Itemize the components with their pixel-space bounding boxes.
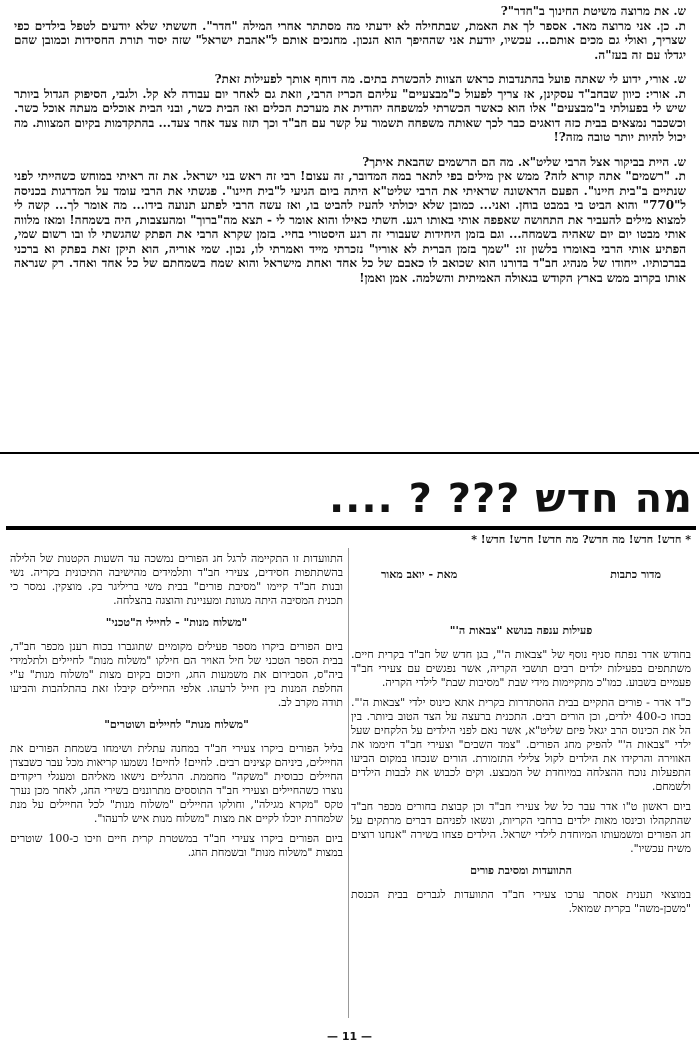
section-divider [0, 452, 699, 454]
byline [381, 568, 661, 582]
paragraph: בליל הפורים ביקרו צעירי חב"ד במחנה עתלית ושימחו בשמחת הפורים את החיילים, ביניהם קצינים רבים. לחיים! לחיים! נשמעו קריאות מכל עבר כשבצדן החיילים כבוסית "משקה" מחממת. הרגליים נישאו מאליהם ומעגלי ריקודים נוצרו כשהחיילים וצעירי חב"ד התוססים מתרוננים בשירי החג, לאחר מכן נערך טקס "מקרא מגילה", וחולקו החיילים "משלוח מנות" לכל החיילים על מנת שלמחרת יוכלו לקיים את מצות "משלוח מנות איש לרעהו". [10, 742, 343, 825]
qa-block-1 [14, 4, 686, 62]
title-rule [6, 526, 696, 530]
paragraph: ביום הפורים ביקרו מספר פעילים מקומיים שתוגברו בכוח רענן מכפר חב"ד, בבית הספר הטכני של חיל האויר הם חילקו "משלוח מנות" לחיילים ולתלמידי ביה"ס, הסבירום את משמעות החג, וזיכום בקיום מצות "משלוח מנות" ע"י החלפת המנות בין חייל לרעהו. אלפי החיילים קיבלו זאת בהתלהבות והביעו תודה מקרב לב. [10, 640, 343, 709]
byline-author: מאת - יואב מאור [381, 568, 458, 581]
paragraph: כ"ד אדר - פורים התקיים בבית ההסתדרות בקרית אתא כינוס ילדי "צבאות ה'". בכחו כ-400 ילדים, וכן הורים רבים. התכנית ברעצה על הצד הטוב ביותר. בין הל את הכינוס הרב יגאל פיזם שליט"א, אשר נאם לפני הילדים על הלקחים שעל ילדי "צבאות ה'" להפיק מחג הפורים. "צמד השבים" וצעירי חב"ד חיממו את האווירה והרקידו את הילדים לקול צלילי התזמורת. הורים שנכחו במקום הביעו התפעלות נוכח ההצלחה במיוחדת של המבצע. וקים לכבוש את לבבות הילדים ולשמחם. [351, 696, 692, 793]
right-column [351, 568, 691, 922]
paragraph: במוצאי תענית אסתר ערכו צעירי חב"ד התוועדות לגברים בבית הכנסת "משכן-משה" בקרית שמואל. [351, 888, 691, 915]
subheading: "משלוח מנות" - לחיילי ה"טכני" [105, 616, 248, 629]
subheading: פעילות ענפה בנושא "צבאות ה'" [449, 624, 593, 637]
question: ש. את מרוצה משיטת החינוך ב"חדר"? [500, 4, 686, 18]
paragraph: התוועדות זו התקיימה לרגל חג הפורים נמשכה עד השעות הקטנות של הלילה בהשתתפות חסידים, צעירי חב"ד ותלמידים מהישיבה התיכונית בקריה. נשי ובנות חב"ד קיימו "מסיבת פורים" בבית משי בריליגר בק. מוצקין. נמסר כי תכנית המסיבה היתה מגוונת ומעניינת והוצגה בהצלחה. [10, 552, 343, 607]
paragraph: ביום הפורים ביקרו צעירי חב"ד במשטרת קרית חיים וזיכו כ-100 שוטרים במצות "משלוח מנות" ובשמחת החג. [10, 832, 343, 859]
byline-section: מדור כתבות [610, 568, 661, 581]
answer: ת. כן. אני מרוצה מאד. אספר לך את האמת, שבתחילה לא ידעתי מה מסתתר אחרי המילה "חדר". חששתי שלא יודעים לטפל בילדים כפי שצריך, ואולי גם מכים אותם... עכשיו, יודעת אני שההיפך הוא הנכון. מחנכים אותם ל"אהבת ישראל" שזה יסוד תורת החסידות וכמובן שהם יגדלו עם זה בעז"ה. [14, 18, 686, 62]
question: ש. היית בביקור אצל הרבי שליט"א. מה הם הרשמים שהבאת איתך? [362, 154, 686, 169]
left-column [10, 552, 343, 866]
ticker-line: * חדש! חדש! מה חדש? מה חדש! חדש! חדש! * [471, 533, 691, 546]
answer: ת. "רשמים" אתה קורא לזה? ממש אין מילים בפי לתאר במה המדובר, זה עצום! רבי זה ראש בני ישראל. את זה ראיתי במוחש כשהייתי לפני שנתיים ב"בית חיינו". הפעם הראשונה שראיתי את הרבי שליט"א היתה ביום הגיעי ל"בית חיינו". פגשתי את הרבי עומד על המדרגות בכניסה ל"770" והוא הביט בי במבט בוחן. ואני... כמובן שלא יכולתי להעיז להביט בו, ואז עשה הרבי לפתע תנועה בידו... מה אומר לך... קשה לי למצוא מילים להעביר את התחושה שאפפה אותי באותו רגע. חשתי כאילו והוא אומר לי - תצא מה"ברוך" ומהעצבות, היה בשמחה! ומאז מלווה אותי מבטו יום יום שאהיה בשמחה... וגם בזמן היחידות שעבורי זה רגע היסטורי בחיי. בזמן שקרא הרבי את הפתק שהגשתי לו ובו רשום שמי, הפתיע אותי הרבי באומרו בלשון זו: "שמך בזמן הברית לא אוריו" נזכרתי מייד ואמרתי לו, נכון. שמי אוריה, הוא תיקן זאת בפתק וא ברכני בברכותיו. ייחודו של מנהיג חב"ד בדורנו הוא שכואב לו כאבם של כל אחד ואחת מישראל והוא שמח בשמחתם של כל אחד ואחד. רק שנראה אותו בקרוב ממש בארץ הקודש בגאולה האמיתית והשלמה. אמן ואמן! [14, 169, 686, 285]
column-divider [348, 548, 349, 1018]
subheading: "משלוח מנות" לחיילים ושוטרים" [104, 718, 249, 731]
paragraph: ביום ראשון ט"ו אדר עבר כל של צעירי חב"ד וכן קבוצת בחורים מכפר חב"ד שהתקהלו וכינסו מאות ילדים ברחבי הקריות, ונשאו לפניהם דברים מרתקים על חג הפורים ומשמעותו המיוחדת לילדי ישראל. הילדים פצחו בשירה "אנחנו רוצים משיח עכשיו". [351, 800, 691, 855]
paragraph: בחודש אדר נפתח סניף נוסף של "צבאות ה'", בגן חדש של חב"ד בקרית חיים. משתתפים בפעילות ילדים רבים תושבי הקריה, אשר נפגשים עם צעירי חב"ד פעמיים בשבוע. כמו"כ מתקיימות מידי שבת "מסיבות שבת" לילדי הקריה. [351, 648, 691, 689]
answer: ת. אורי: כיוון שבחב"ד עסקינן, אז צריך לפעול כ"מבצעיים" עליהם הכריז הרבי, וזאת גם לאחר יום עבודה לא קל. ולגבי, הסיפוק הגדול ביותר שיש לי בפעולתי ב"מבצעים" אלו הוא כאשר הכשרתי למשפחה יהודית את מערכת הכלים ואז הבית כשר, ובני הבית אוכלים מעתה אוכל כשר. וכשכבר נמצאים בבית כזה דואגים כבר לכך שאותה משפחה תשמור על קשר עם חב"ד וכך תזוז צעד אחר צעד... בהתקדמות בקיום המצוות. מה יכול להיות יותר טובה מזה?! [14, 86, 686, 144]
question: ש. אורי, ידוע לי שאתה פועל בהתנדבות כראש הצוות להכשרת בתים. מה דוחף אותך לפעילות זאת? [214, 72, 686, 86]
page-number: — 11 — [327, 1030, 372, 1043]
qa-block-3 [14, 155, 686, 286]
interview-section [14, 4, 686, 295]
section-title: מה חדש ??? ? .... [328, 476, 693, 522]
qa-block-2 [14, 72, 686, 145]
subheading: התוועדות ומסיבת פורים [470, 864, 572, 877]
